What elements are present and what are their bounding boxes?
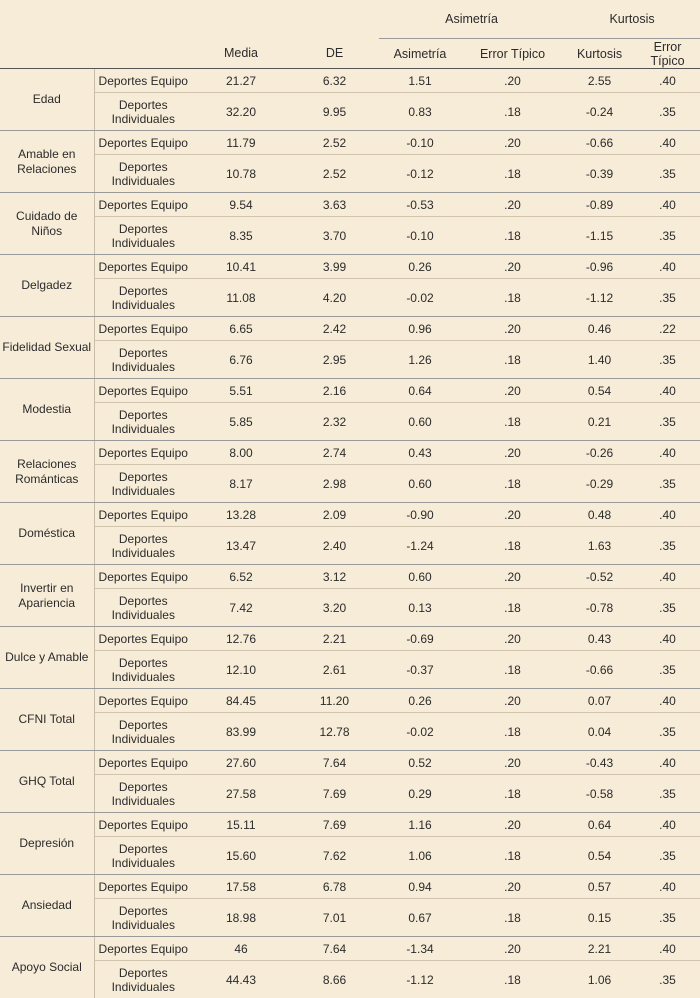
media-cell: 15.60: [192, 837, 290, 875]
table-row: [0, 255, 700, 279]
de-cell: 3.70: [290, 217, 379, 255]
header-blank: [94, 39, 192, 69]
table-row: [0, 899, 700, 937]
table-row: [0, 689, 700, 713]
error-tipico-cell: .20: [461, 751, 564, 775]
de-cell: 2.32: [290, 403, 379, 441]
error-tipico-cell: .35: [635, 527, 700, 565]
table-row: [0, 751, 700, 775]
table-row: [0, 403, 700, 441]
table-row: [0, 131, 700, 155]
error-tipico-cell: .18: [461, 93, 564, 131]
header-error-tipico: Error Típico: [461, 39, 564, 69]
error-tipico-cell: .20: [461, 441, 564, 465]
error-tipico-cell: .18: [461, 775, 564, 813]
de-cell: 2.42: [290, 317, 379, 341]
asimetria-cell: -1.34: [379, 937, 461, 961]
kurtosis-cell: -0.58: [564, 775, 635, 813]
error-tipico-cell: .40: [635, 503, 700, 527]
group-label: Deportes Equipo: [94, 379, 192, 403]
kurtosis-cell: 0.57: [564, 875, 635, 899]
table-row: [0, 589, 700, 627]
de-cell: 7.69: [290, 775, 379, 813]
media-cell: 15.11: [192, 813, 290, 837]
media-cell: 84.45: [192, 689, 290, 713]
table-row: [0, 69, 700, 93]
kurtosis-cell: 0.07: [564, 689, 635, 713]
table-row: [0, 379, 700, 403]
group-label: Deportes Individuales: [94, 775, 192, 813]
media-cell: 12.10: [192, 651, 290, 689]
error-tipico-cell: .40: [635, 69, 700, 93]
asimetria-cell: 0.60: [379, 403, 461, 441]
header-blank: [192, 0, 290, 39]
table-row: [0, 193, 700, 217]
error-tipico-cell: .35: [635, 899, 700, 937]
group-label: Deportes Individuales: [94, 899, 192, 937]
kurtosis-cell: 0.48: [564, 503, 635, 527]
kurtosis-cell: -0.66: [564, 131, 635, 155]
error-tipico-cell: .35: [635, 961, 700, 998]
de-cell: 9.95: [290, 93, 379, 131]
media-cell: 32.20: [192, 93, 290, 131]
header-asimetria-group: Asimetría: [379, 0, 564, 39]
group-label: Deportes Equipo: [94, 813, 192, 837]
asimetria-cell: -0.10: [379, 217, 461, 255]
variable-label: Edad: [0, 69, 94, 131]
error-tipico-cell: .40: [635, 379, 700, 403]
kurtosis-cell: -0.43: [564, 751, 635, 775]
group-label: Deportes Individuales: [94, 589, 192, 627]
asimetria-cell: 0.13: [379, 589, 461, 627]
variable-label: Delgadez: [0, 255, 94, 317]
media-cell: 10.78: [192, 155, 290, 193]
asimetria-cell: 0.60: [379, 465, 461, 503]
media-cell: 8.35: [192, 217, 290, 255]
group-label: Deportes Individuales: [94, 713, 192, 751]
group-label: Deportes Individuales: [94, 651, 192, 689]
error-tipico-cell: .18: [461, 713, 564, 751]
de-cell: 11.20: [290, 689, 379, 713]
error-tipico-cell: .18: [461, 651, 564, 689]
asimetria-cell: 1.51: [379, 69, 461, 93]
media-cell: 17.58: [192, 875, 290, 899]
de-cell: 6.78: [290, 875, 379, 899]
asimetria-cell: -1.24: [379, 527, 461, 565]
asimetria-cell: 0.96: [379, 317, 461, 341]
group-label: Deportes Individuales: [94, 279, 192, 317]
error-tipico-cell: .35: [635, 403, 700, 441]
error-tipico-cell: .35: [635, 713, 700, 751]
variable-label: Invertir en Apariencia: [0, 565, 94, 627]
kurtosis-cell: 0.43: [564, 627, 635, 651]
group-label: Deportes Equipo: [94, 751, 192, 775]
error-tipico-cell: .35: [635, 837, 700, 875]
media-cell: 21.27: [192, 69, 290, 93]
group-label: Deportes Equipo: [94, 317, 192, 341]
error-tipico-cell: .35: [635, 465, 700, 503]
error-tipico-cell: .20: [461, 379, 564, 403]
error-tipico-cell: .20: [461, 689, 564, 713]
table-row: [0, 837, 700, 875]
error-tipico-cell: .18: [461, 961, 564, 998]
de-cell: 2.40: [290, 527, 379, 565]
media-cell: 11.79: [192, 131, 290, 155]
header-blank: [0, 0, 94, 39]
media-cell: 46: [192, 937, 290, 961]
kurtosis-cell: 0.04: [564, 713, 635, 751]
kurtosis-cell: -0.78: [564, 589, 635, 627]
kurtosis-cell: 1.40: [564, 341, 635, 379]
de-cell: 2.52: [290, 155, 379, 193]
group-label: Deportes Equipo: [94, 131, 192, 155]
header-kurtosis-group: Kurtosis: [564, 0, 700, 39]
error-tipico-cell: .40: [635, 937, 700, 961]
asimetria-cell: -0.02: [379, 713, 461, 751]
media-cell: 9.54: [192, 193, 290, 217]
table-row: [0, 503, 700, 527]
de-cell: 2.95: [290, 341, 379, 379]
asimetria-cell: 0.94: [379, 875, 461, 899]
error-tipico-cell: .20: [461, 503, 564, 527]
media-cell: 13.28: [192, 503, 290, 527]
variable-label: Dulce y Amable: [0, 627, 94, 689]
group-label: Deportes Individuales: [94, 155, 192, 193]
kurtosis-cell: -0.52: [564, 565, 635, 589]
asimetria-cell: -1.12: [379, 961, 461, 998]
group-label: Deportes Equipo: [94, 69, 192, 93]
kurtosis-cell: -0.39: [564, 155, 635, 193]
asimetria-cell: -0.02: [379, 279, 461, 317]
header-blank: [94, 0, 192, 39]
error-tipico-cell: .35: [635, 217, 700, 255]
de-cell: 7.62: [290, 837, 379, 875]
de-cell: 7.01: [290, 899, 379, 937]
variable-label: Cuidado de Niños: [0, 193, 94, 255]
kurtosis-cell: 2.21: [564, 937, 635, 961]
error-tipico-cell: .20: [461, 131, 564, 155]
error-tipico-cell: .20: [461, 813, 564, 837]
error-tipico-cell: .20: [461, 627, 564, 651]
table-body: [0, 69, 700, 998]
error-tipico-cell: .18: [461, 217, 564, 255]
table-row: [0, 565, 700, 589]
table-row: [0, 627, 700, 651]
de-cell: 7.69: [290, 813, 379, 837]
error-tipico-cell: .35: [635, 155, 700, 193]
variable-label: Ansiedad: [0, 875, 94, 937]
de-cell: 3.99: [290, 255, 379, 279]
table-row: [0, 813, 700, 837]
asimetria-cell: -0.53: [379, 193, 461, 217]
kurtosis-cell: -1.12: [564, 279, 635, 317]
kurtosis-cell: 2.55: [564, 69, 635, 93]
group-label: Deportes Equipo: [94, 875, 192, 899]
table-row: [0, 961, 700, 998]
error-tipico-cell: .40: [635, 689, 700, 713]
asimetria-cell: 1.06: [379, 837, 461, 875]
variable-label: CFNI Total: [0, 689, 94, 751]
group-label: Deportes Equipo: [94, 689, 192, 713]
de-cell: 2.61: [290, 651, 379, 689]
de-cell: 8.66: [290, 961, 379, 998]
media-cell: 10.41: [192, 255, 290, 279]
variable-label: Amable en Relaciones: [0, 131, 94, 193]
kurtosis-cell: -0.89: [564, 193, 635, 217]
error-tipico-cell: .20: [461, 193, 564, 217]
kurtosis-cell: -0.66: [564, 651, 635, 689]
error-tipico-cell: .20: [461, 317, 564, 341]
header-group-row: [0, 0, 700, 39]
asimetria-cell: 0.64: [379, 379, 461, 403]
variable-label: Fidelidad Sexual: [0, 317, 94, 379]
error-tipico-cell: .18: [461, 837, 564, 875]
header-blank: [0, 39, 94, 69]
asimetria-cell: 1.26: [379, 341, 461, 379]
table-row: [0, 775, 700, 813]
de-cell: 6.32: [290, 69, 379, 93]
media-cell: 8.00: [192, 441, 290, 465]
group-label: Deportes Equipo: [94, 441, 192, 465]
asimetria-cell: 0.67: [379, 899, 461, 937]
header-de: DE: [290, 39, 379, 69]
error-tipico-cell: .35: [635, 279, 700, 317]
media-cell: 5.85: [192, 403, 290, 441]
de-cell: 7.64: [290, 751, 379, 775]
media-cell: 6.52: [192, 565, 290, 589]
kurtosis-cell: 0.64: [564, 813, 635, 837]
error-tipico-cell: .35: [635, 651, 700, 689]
table-row: [0, 341, 700, 379]
kurtosis-cell: 0.54: [564, 379, 635, 403]
error-tipico-cell: .18: [461, 155, 564, 193]
group-label: Deportes Equipo: [94, 937, 192, 961]
table-row: [0, 93, 700, 131]
error-tipico-cell: .40: [635, 255, 700, 279]
error-tipico-cell: .18: [461, 589, 564, 627]
de-cell: 2.09: [290, 503, 379, 527]
variable-label: Relaciones Románticas: [0, 441, 94, 503]
error-tipico-cell: .35: [635, 589, 700, 627]
media-cell: 27.60: [192, 751, 290, 775]
asimetria-cell: 0.60: [379, 565, 461, 589]
media-cell: 6.76: [192, 341, 290, 379]
table-row: [0, 937, 700, 961]
kurtosis-cell: -0.29: [564, 465, 635, 503]
error-tipico-cell: .20: [461, 565, 564, 589]
asimetria-cell: 0.52: [379, 751, 461, 775]
table-row: [0, 651, 700, 689]
asimetria-cell: 0.29: [379, 775, 461, 813]
table-row: [0, 279, 700, 317]
variable-label: GHQ Total: [0, 751, 94, 813]
kurtosis-cell: 1.06: [564, 961, 635, 998]
error-tipico-cell: .40: [635, 627, 700, 651]
de-cell: 2.16: [290, 379, 379, 403]
de-cell: 12.78: [290, 713, 379, 751]
asimetria-cell: 1.16: [379, 813, 461, 837]
media-cell: 5.51: [192, 379, 290, 403]
kurtosis-cell: 0.46: [564, 317, 635, 341]
table-row: [0, 875, 700, 899]
error-tipico-cell: .18: [461, 341, 564, 379]
asimetria-cell: -0.37: [379, 651, 461, 689]
group-label: Deportes Individuales: [94, 465, 192, 503]
error-tipico-cell: .18: [461, 279, 564, 317]
media-cell: 83.99: [192, 713, 290, 751]
error-tipico-cell: .20: [461, 255, 564, 279]
error-tipico-cell: .18: [461, 899, 564, 937]
asimetria-cell: 0.26: [379, 689, 461, 713]
group-label: Deportes Individuales: [94, 527, 192, 565]
kurtosis-cell: -0.24: [564, 93, 635, 131]
error-tipico-cell: .40: [635, 193, 700, 217]
error-tipico-cell: .20: [461, 69, 564, 93]
asimetria-cell: 0.43: [379, 441, 461, 465]
kurtosis-cell: 1.63: [564, 527, 635, 565]
error-tipico-cell: .20: [461, 937, 564, 961]
error-tipico-cell: .40: [635, 751, 700, 775]
group-label: Deportes Individuales: [94, 403, 192, 441]
header-asimetria: Asimetría: [379, 39, 461, 69]
table-row: [0, 155, 700, 193]
table-row: [0, 465, 700, 503]
de-cell: 2.21: [290, 627, 379, 651]
group-label: Deportes Individuales: [94, 961, 192, 998]
kurtosis-cell: 0.15: [564, 899, 635, 937]
error-tipico-cell: .40: [635, 565, 700, 589]
de-cell: 2.52: [290, 131, 379, 155]
error-tipico-cell: .35: [635, 93, 700, 131]
asimetria-cell: -0.12: [379, 155, 461, 193]
error-tipico-cell: .35: [635, 341, 700, 379]
header-blank: [290, 0, 379, 39]
table-row: [0, 217, 700, 255]
group-label: Deportes Equipo: [94, 565, 192, 589]
asimetria-cell: -0.69: [379, 627, 461, 651]
group-label: Deportes Equipo: [94, 503, 192, 527]
asimetria-cell: 0.83: [379, 93, 461, 131]
group-label: Deportes Equipo: [94, 255, 192, 279]
variable-label: Doméstica: [0, 503, 94, 565]
error-tipico-cell: .22: [635, 317, 700, 341]
media-cell: 6.65: [192, 317, 290, 341]
kurtosis-cell: -1.15: [564, 217, 635, 255]
error-tipico-cell: .40: [635, 441, 700, 465]
media-cell: 44.43: [192, 961, 290, 998]
error-tipico-cell: .40: [635, 875, 700, 899]
group-label: Deportes Equipo: [94, 193, 192, 217]
kurtosis-cell: -0.26: [564, 441, 635, 465]
de-cell: 3.12: [290, 565, 379, 589]
error-tipico-cell: .18: [461, 527, 564, 565]
header-kurtosis: Kurtosis: [564, 39, 635, 69]
table-row: [0, 713, 700, 751]
kurtosis-cell: 0.54: [564, 837, 635, 875]
header-media: Media: [192, 39, 290, 69]
error-tipico-cell: .18: [461, 403, 564, 441]
group-label: Deportes Equipo: [94, 627, 192, 651]
asimetria-cell: -0.10: [379, 131, 461, 155]
de-cell: 4.20: [290, 279, 379, 317]
variable-label: Depresión: [0, 813, 94, 875]
group-label: Deportes Individuales: [94, 341, 192, 379]
table-row: [0, 441, 700, 465]
de-cell: 3.20: [290, 589, 379, 627]
error-tipico-cell: .40: [635, 131, 700, 155]
media-cell: 12.76: [192, 627, 290, 651]
kurtosis-cell: -0.96: [564, 255, 635, 279]
table-row: [0, 527, 700, 565]
de-cell: 2.98: [290, 465, 379, 503]
asimetria-cell: 0.26: [379, 255, 461, 279]
group-label: Deportes Individuales: [94, 217, 192, 255]
group-label: Deportes Individuales: [94, 837, 192, 875]
media-cell: 27.58: [192, 775, 290, 813]
de-cell: 2.74: [290, 441, 379, 465]
de-cell: 7.64: [290, 937, 379, 961]
error-tipico-cell: .18: [461, 465, 564, 503]
media-cell: 7.42: [192, 589, 290, 627]
header-column-row: [0, 39, 700, 69]
table-header: [0, 0, 700, 69]
kurtosis-cell: 0.21: [564, 403, 635, 441]
media-cell: 11.08: [192, 279, 290, 317]
de-cell: 3.63: [290, 193, 379, 217]
media-cell: 8.17: [192, 465, 290, 503]
error-tipico-cell: .40: [635, 813, 700, 837]
error-tipico-cell: .35: [635, 775, 700, 813]
variable-label: Modestia: [0, 379, 94, 441]
asimetria-cell: -0.90: [379, 503, 461, 527]
media-cell: 13.47: [192, 527, 290, 565]
table-row: [0, 317, 700, 341]
header-error-tipico: Error Típico: [635, 39, 700, 69]
error-tipico-cell: .20: [461, 875, 564, 899]
media-cell: 18.98: [192, 899, 290, 937]
group-label: Deportes Individuales: [94, 93, 192, 131]
variable-label: Apoyo Social: [0, 937, 94, 998]
